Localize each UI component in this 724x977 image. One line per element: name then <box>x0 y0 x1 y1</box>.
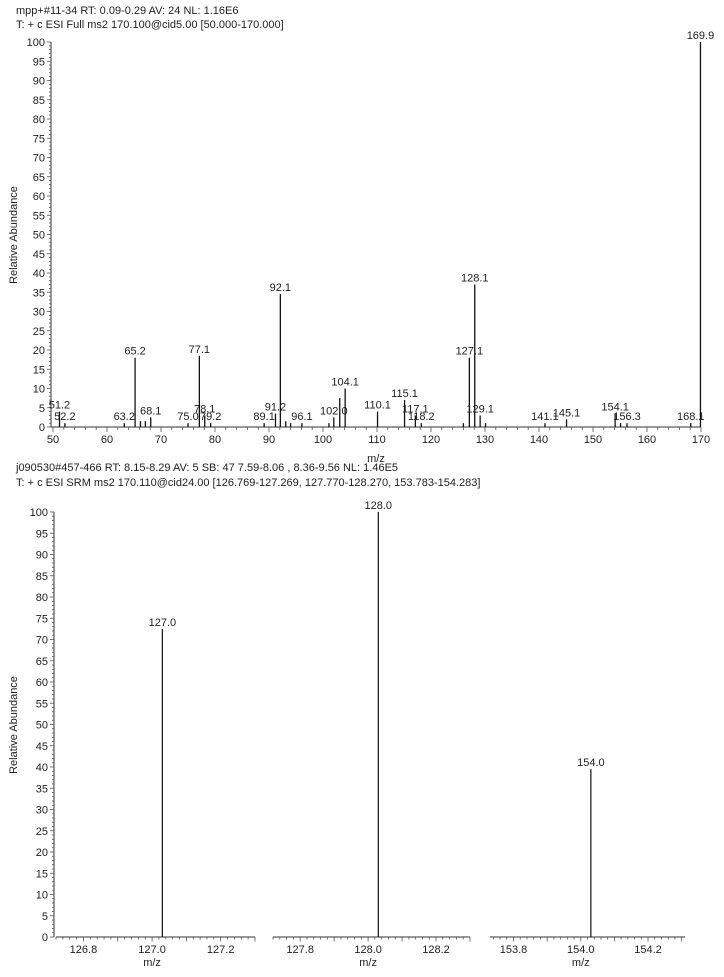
spectrum1-xlabel: m/z <box>367 453 385 465</box>
x-tick-label: 80 <box>208 434 222 446</box>
peak-label: 89.1 <box>253 411 275 424</box>
x-tick-label: 160 <box>637 434 657 446</box>
peak-label: 128.0 <box>364 500 393 512</box>
x-tick-label: 70 <box>154 434 168 446</box>
x-tick-label: 130 <box>475 434 495 446</box>
peak-label: 77.1 <box>188 343 211 356</box>
y-tick-label: 45 <box>35 740 48 753</box>
srm-panel-2 <box>273 500 470 969</box>
y-tick-label: 25 <box>35 825 48 838</box>
y-tick-label: 40 <box>32 268 45 280</box>
peak-label: 102.0 <box>320 405 348 418</box>
srm-panel-1 <box>56 617 255 969</box>
peak-label: 129.1 <box>466 403 494 416</box>
y-tick-label: 50 <box>35 719 48 732</box>
peak-label: 145.1 <box>552 407 581 420</box>
y-tick-label: 75 <box>35 613 48 626</box>
peak-label: 51.2 <box>48 399 71 412</box>
y-tick-label: 5 <box>41 910 48 923</box>
y-tick-label: 80 <box>32 114 45 126</box>
x-tick-label: 60 <box>100 434 114 446</box>
x-tick-label: 153.8 <box>499 944 528 956</box>
y-tick-label: 30 <box>35 804 48 817</box>
x-tick-label: 150 <box>583 434 603 446</box>
peak-label: 91.2 <box>264 401 287 414</box>
y-tick-label: 15 <box>35 868 48 881</box>
spectrum1 <box>27 30 715 446</box>
spectrum1-header-line1: mpp+#11-34 RT: 0.09-0.29 AV: 24 NL: 1.16E6 <box>16 5 239 17</box>
x-axis-label: m/z <box>143 957 161 969</box>
x-tick-label: 154.0 <box>567 944 595 956</box>
y-tick-label: 60 <box>32 191 45 203</box>
spectrum2-ylabel: Relative Abundance <box>8 676 20 774</box>
y-tick-label: 20 <box>35 847 48 859</box>
y-tick-label: 65 <box>32 171 45 184</box>
peak-label: 104.1 <box>331 376 359 389</box>
peak-label: 78.1 <box>194 403 216 416</box>
x-tick-label: 50 <box>46 434 60 446</box>
spectrum2-header-line1: j090530#457-466 RT: 8.15-8.29 AV: 5 SB: 47 7.59-8.06 , 8.36-9.56 NL: 1.46E5 <box>16 462 399 474</box>
y-tick-label: 90 <box>32 75 45 88</box>
y-tick-label: 15 <box>32 364 45 377</box>
peak-label: 118.2 <box>407 411 435 424</box>
peak-label: 63.2 <box>113 411 135 424</box>
y-tick-label: 70 <box>35 634 48 647</box>
y-tick-label: 35 <box>35 783 48 796</box>
y-tick-label: 70 <box>32 152 45 165</box>
x-axis-label: m/z <box>571 957 590 969</box>
y-tick-label: 60 <box>35 677 48 689</box>
peak-label: 96.1 <box>291 411 313 424</box>
peak-label: 169.9 <box>686 30 715 42</box>
y-tick-label: 35 <box>32 287 45 300</box>
y-tick-label: 80 <box>35 592 48 604</box>
y-tick-label: 50 <box>32 229 45 242</box>
spectrum1-ylabel: Relative Abundance <box>8 186 20 284</box>
peak-label: 115.1 <box>391 388 418 401</box>
spectrum2-header-line2: T: + c ESI SRM ms2 170.110@cid24.00 [126.769-127.269, 127.770-128.270, 153.783-154.283] <box>16 477 481 489</box>
y-tick-label: 55 <box>32 210 45 223</box>
peak-label: 92.1 <box>269 282 292 295</box>
peak-label: 154.0 <box>577 757 605 770</box>
y-tick-label: 5 <box>38 402 45 415</box>
peak-label: 68.1 <box>140 405 162 418</box>
x-tick-label: 127.2 <box>206 944 235 956</box>
y-tick-label: 100 <box>29 507 48 519</box>
x-tick-label: 120 <box>421 434 441 446</box>
y-tick-label: 10 <box>32 383 45 396</box>
y-tick-label: 25 <box>32 325 45 338</box>
y-tick-label: 95 <box>32 56 45 69</box>
y-tick-label: 90 <box>35 549 48 562</box>
peak-label: 79.2 <box>199 411 222 424</box>
srm-panel-3 <box>490 757 685 969</box>
y-tick-label: 75 <box>32 133 45 146</box>
y-tick-label: 0 <box>38 422 45 434</box>
spectrum1-header-line2: T: + c ESI Full ms2 170.100@cid5.00 [50.000-170.000] <box>16 19 284 31</box>
x-axis-label: m/z <box>359 957 377 969</box>
x-tick-label: 126.8 <box>69 944 98 956</box>
x-tick-label: 154.2 <box>634 944 662 956</box>
x-tick-label: 110 <box>368 434 386 446</box>
y-tick-label: 65 <box>35 655 48 668</box>
y-tick-label: 55 <box>35 698 48 711</box>
spectrum2 <box>30 500 685 969</box>
y-tick-label: 20 <box>32 345 45 357</box>
peak-label: 154.1 <box>601 401 629 414</box>
peak-label: 75.0 <box>177 411 199 424</box>
peak-label: 127.1 <box>455 345 484 358</box>
peak-label: 110.1 <box>364 399 391 412</box>
x-tick-label: 140 <box>529 434 549 446</box>
y-tick-label: 45 <box>32 248 45 261</box>
y-tick-label: 85 <box>32 94 45 107</box>
peak-label: 168.1 <box>676 411 705 424</box>
x-tick-label: 127.0 <box>138 944 166 956</box>
y-tick-label: 10 <box>35 889 48 902</box>
peak-label: 156.3 <box>613 411 641 424</box>
y-tick-label: 30 <box>32 306 45 319</box>
y-tick-label: 40 <box>35 762 48 774</box>
y-tick-label: 100 <box>26 37 45 49</box>
peak-label: 65.2 <box>124 345 146 358</box>
x-tick-label: 100 <box>313 434 333 446</box>
x-tick-label: 170 <box>691 434 711 446</box>
peak-label: 128.1 <box>460 272 489 285</box>
peak-label: 141.1 <box>531 411 559 424</box>
peak-label: 127.0 <box>148 616 177 629</box>
x-tick-label: 127.8 <box>286 944 314 956</box>
x-tick-label: 90 <box>262 434 276 446</box>
y-tick-label: 85 <box>35 570 48 583</box>
peak-label: 52.2 <box>54 411 76 424</box>
x-tick-label: 128.2 <box>422 944 450 956</box>
x-tick-label: 128.0 <box>354 944 382 956</box>
y-tick-label: 95 <box>35 528 48 541</box>
y-tick-label: 0 <box>41 932 48 944</box>
peak-label: 117.1 <box>401 403 429 416</box>
